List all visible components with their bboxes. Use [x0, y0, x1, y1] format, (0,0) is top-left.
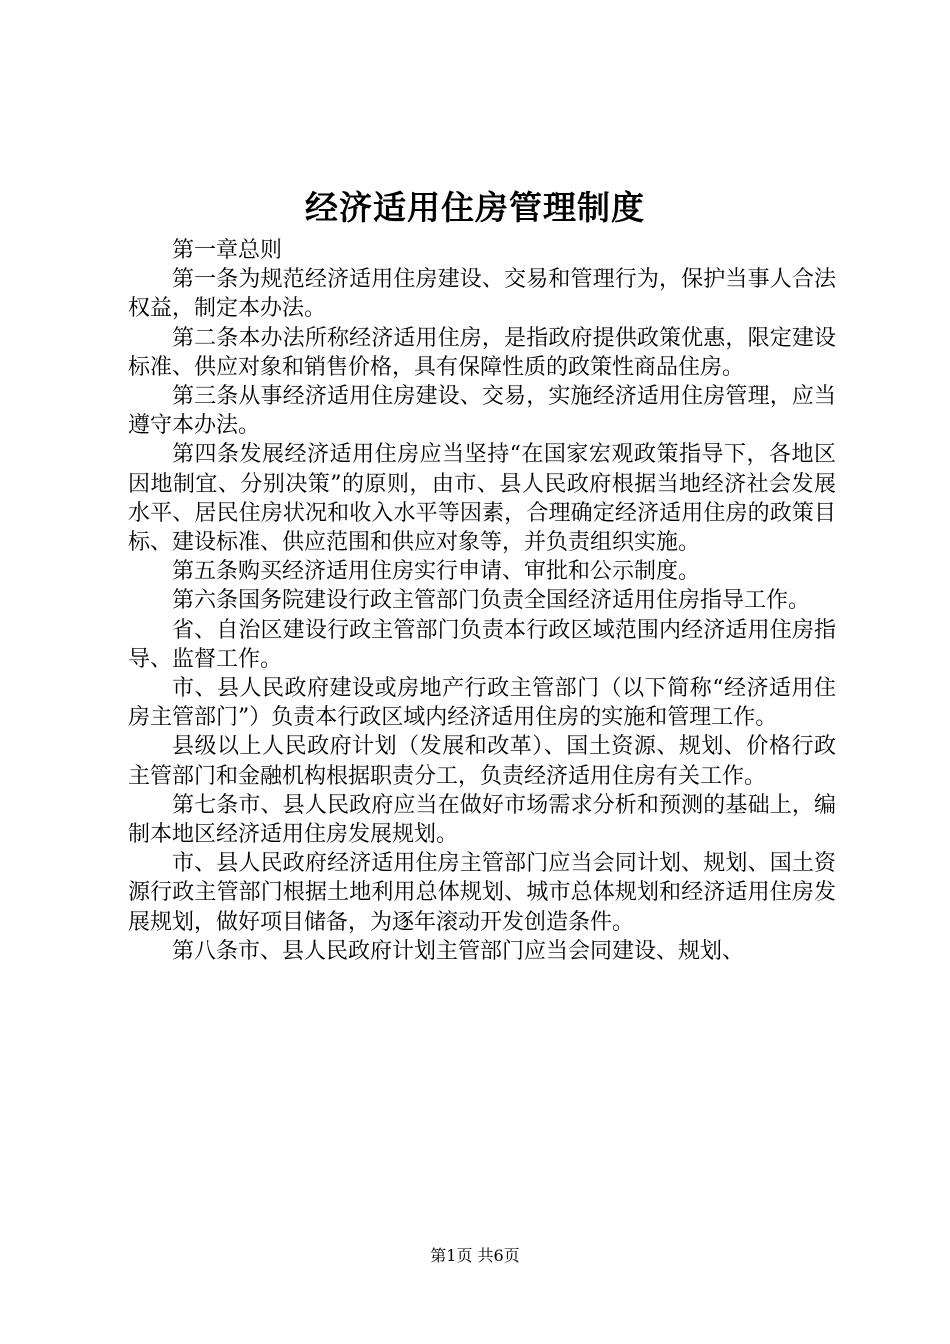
paragraph-article-8: 第八条市、县人民政府计划主管部门应当会同建设、规划、: [172, 938, 745, 964]
paragraph-article-1: 第一条为规范经济适用住房建设、交易和管理行为，保护当事人合法权益，制定本办法。: [128, 267, 836, 322]
paragraph-article-4: 第四条发展经济适用住房应当坚持“在国家宏观政策指导下，各地区因地制宜、分别决策”的原则，由市、县人民政府根据当地经济社会发展水平、居民住房状况和收入水平等因素，合理确定经济适用住房的政策目标、建设标准、供应范围和供应对象等，并负责组织实施。: [128, 442, 836, 556]
paragraph-article-6-county: 县级以上人民政府计划（发展和改革）、国土资源、规划、价格行政主管部门和金融机构根据职责分工，负责经济适用住房有关工作。: [128, 734, 836, 789]
paragraph-article-6: 第六条国务院建设行政主管部门负责全国经济适用住房指导工作。: [172, 588, 811, 614]
paragraph-article-6-provincial: 省、自治区建设行政主管部门负责本行政区域范围内经济适用住房指导、监督工作。: [128, 617, 836, 672]
paragraph-article-5: 第五条购买经济适用住房实行申请、审批和公示制度。: [172, 559, 701, 585]
chapter-heading: 第一章总则: [172, 238, 283, 263]
paragraph-article-7-planning: 市、县人民政府经济适用住房主管部门应当会同计划、规划、国土资源行政主管部门根据土地利用总体规划、城市总体规划和经济适用住房发展规划，做好项目储备，为逐年滚动开发创造条件。: [128, 851, 836, 935]
paragraph-article-2: 第二条本办法所称经济适用住房，是指政府提供政策优惠，限定建设标准、供应对象和销售价格，具有保障性质的政策性商品住房。: [128, 325, 836, 380]
page-footer: 第1页 共6页: [430, 1246, 520, 1265]
paragraph-article-7: 第七条市、县人民政府应当在做好市场需求分析和预测的基础上，编制本地区经济适用住房发展规划。: [128, 792, 836, 848]
paragraph-article-3: 第三条从事经济适用住房建设、交易，实施经济适用住房管理，应当遵守本办法。: [128, 384, 836, 439]
document-title: 经济适用住房管理制度: [305, 188, 645, 227]
paragraph-article-6-municipal: 市、县人民政府建设或房地产行政主管部门（以下简称“经济适用住房主管部门”）负责本行政区域内经济适用住房的实施和管理工作。: [128, 676, 836, 731]
document-body: [128, 236, 836, 966]
